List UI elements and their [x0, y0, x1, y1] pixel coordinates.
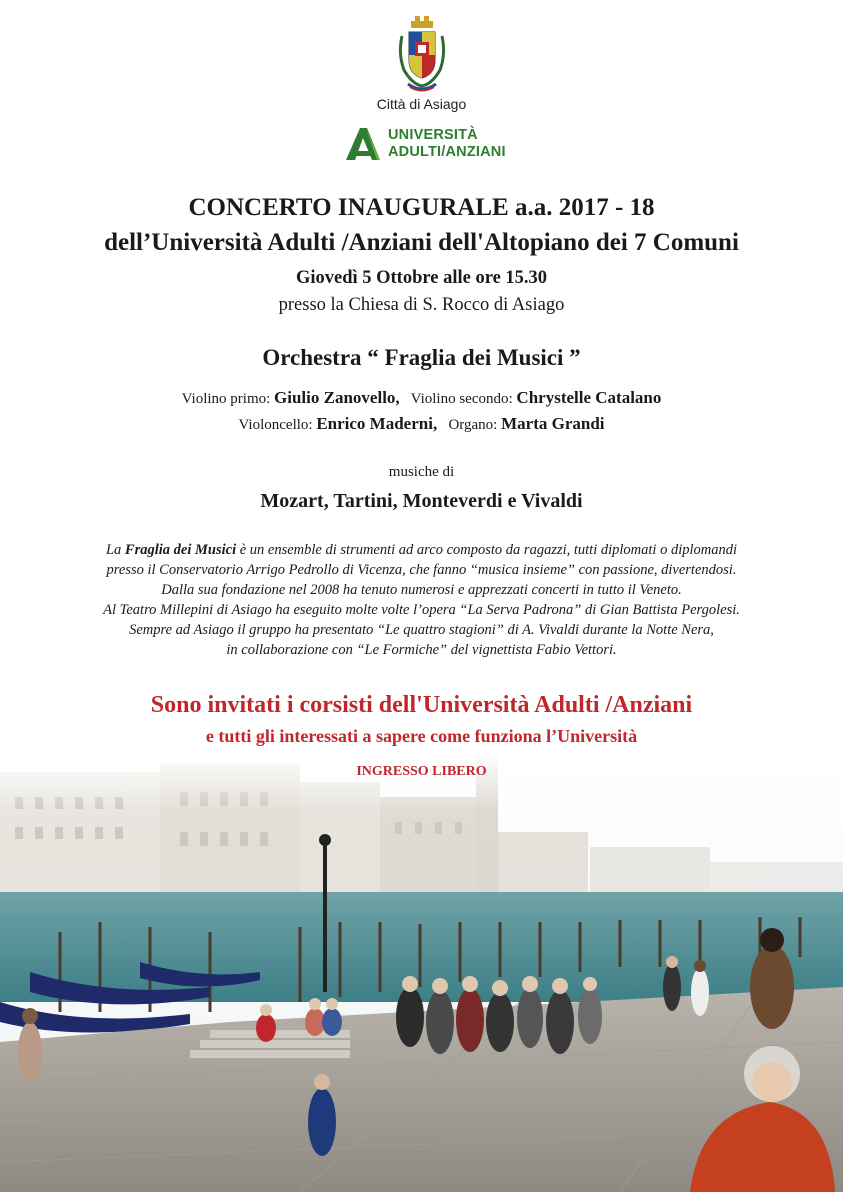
- player-role: Organo:: [448, 417, 498, 433]
- university-logo-line1: UNIVERSITÀ: [388, 127, 478, 143]
- university-logo-line2: ADULTI/ANZIANI: [388, 144, 506, 160]
- venice-photo: [0, 752, 843, 1192]
- invitation-line2: e tutti gli interessati a sapere come funziona l’Università: [205, 726, 638, 746]
- description-line: [0, 540, 843, 560]
- program-intro: musiche di: [388, 464, 455, 480]
- university-logo: [344, 124, 524, 164]
- city-crest-icon: [394, 14, 450, 96]
- player-role: Violoncello:: [238, 417, 313, 433]
- event-title-line2: dell’Università Adulti /Anziani dell'Altopiano dei 7 Comuni: [104, 229, 739, 256]
- city-name: Città di Asiago: [376, 96, 467, 112]
- invitation-line1: Sono invitati i corsisti dell'Università Adulti /Anziani: [150, 692, 693, 718]
- player-role: Violino secondo:: [410, 391, 513, 407]
- event-venue: presso la Chiesa di S. Rocco di Asiago: [278, 295, 565, 315]
- entry-free: INGRESSO LIBERO: [356, 764, 487, 779]
- description-line: presso il Conservatorio Arrigo Pedrollo di Vicenza, che fanno “musica insieme” con passione, divertendosi.: [106, 562, 737, 578]
- description-text: è un ensemble di strumenti ad arco composto da ragazzi, tutti diplomati o diplomandi: [236, 542, 738, 558]
- description-line: Al Teatro Millepini di Asiago ha eseguito molte volte l’opera “La Serva Padrona” di Gian Battista Pergolesi.: [103, 602, 740, 618]
- player-role: Violino primo:: [181, 391, 271, 407]
- description-line: in collaborazione con “Le Formiche” del vignettista Fabio Vettori.: [226, 642, 617, 658]
- event-title-line1: CONCERTO INAUGURALE a.a. 2017 - 18: [188, 194, 655, 221]
- description: [0, 540, 843, 660]
- player-name: Enrico Maderni,: [316, 414, 438, 433]
- players-line1: [0, 388, 843, 408]
- event-date: Giovedì 5 Ottobre alle ore 15.30: [295, 268, 548, 288]
- university-logo-icon: [344, 126, 382, 162]
- player-name: Giulio Zanovello,: [274, 388, 400, 407]
- composers: Mozart, Tartini, Monteverdi e Vivaldi: [260, 490, 583, 512]
- description-line: Sempre ad Asiago il gruppo ha presentato “Le quattro stagioni” di A. Vivaldi durante la Notte Nera,: [129, 622, 714, 638]
- orchestra-name: Orchestra “ Fraglia dei Musici ”: [262, 345, 581, 370]
- description-lead: La: [105, 542, 125, 558]
- player-name: Chrystelle Catalano: [516, 388, 662, 407]
- description-line: Dalla sua fondazione nel 2008 ha tenuto numerosi e apprezzati concerti in tutto il Veneto.: [161, 582, 682, 598]
- description-lead-bold: Fraglia dei Musici: [124, 542, 237, 558]
- players-line2: [0, 414, 843, 434]
- player-name: Marta Grandi: [501, 414, 605, 433]
